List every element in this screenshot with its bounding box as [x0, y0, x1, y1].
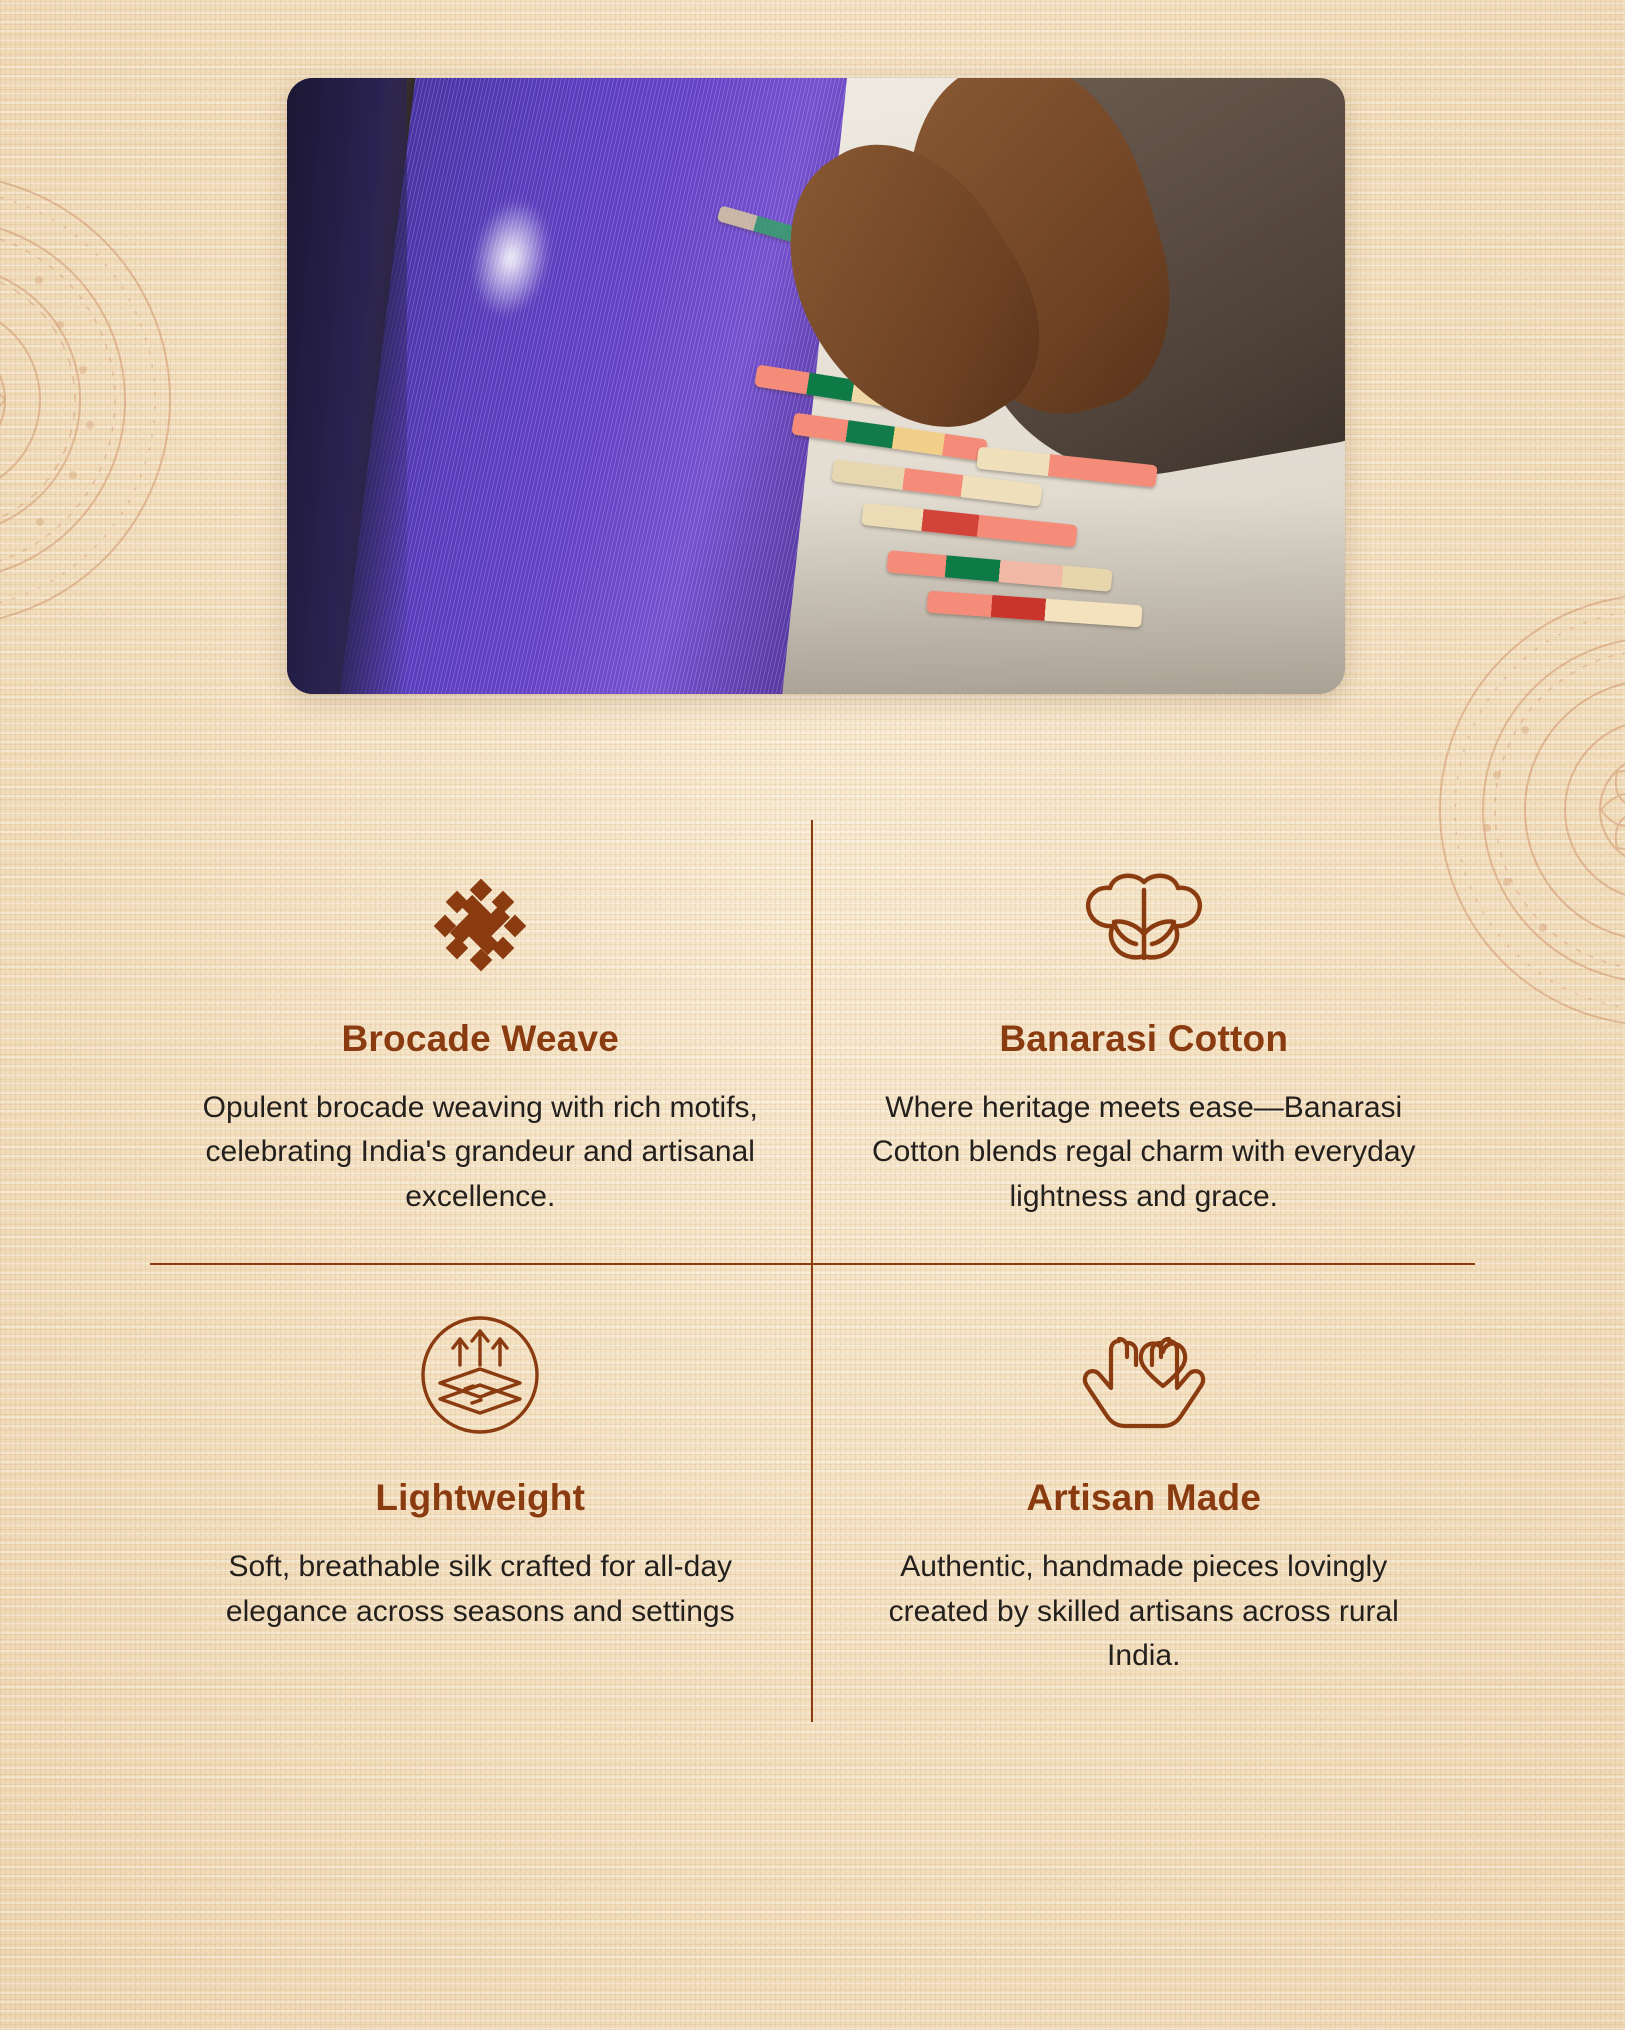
feature-description: Authentic, handmade pieces lovingly created by skilled artisans across rural India. [888, 1550, 1399, 1672]
feature-title: Banarasi Cotton [999, 1018, 1289, 1059]
feature-card-banarasi-cotton [813, 820, 1476, 1265]
feature-title: Lightweight [375, 1477, 586, 1519]
feature-card-artisan-made [813, 1265, 1476, 1722]
feature-description: Soft, breathable silk crafted for all-day elegance across seasons and settings [225, 1550, 735, 1628]
lightweight-fabric-icon [190, 1295, 771, 1455]
hero-warp-shadow [287, 78, 407, 694]
hands-heart-icon [853, 1295, 1436, 1455]
hero-image [287, 78, 1345, 694]
brocade-weave-icon [190, 850, 771, 1000]
feature-description: Where heritage meets ease—Banarasi Cotton blends regal charm with everyday lightness and grace. [871, 1091, 1416, 1213]
cotton-boll-icon [853, 850, 1436, 1000]
feature-card-lightweight [150, 1265, 813, 1722]
feature-description: Opulent brocade weaving with rich motifs, celebrating India's grandeur and artisanal excellence. [202, 1091, 758, 1213]
feature-title: Brocade Weave [341, 1018, 619, 1059]
feature-title: Artisan Made [1026, 1477, 1262, 1519]
feature-card-brocade-weave [150, 820, 813, 1265]
feature-grid [150, 820, 1475, 1722]
